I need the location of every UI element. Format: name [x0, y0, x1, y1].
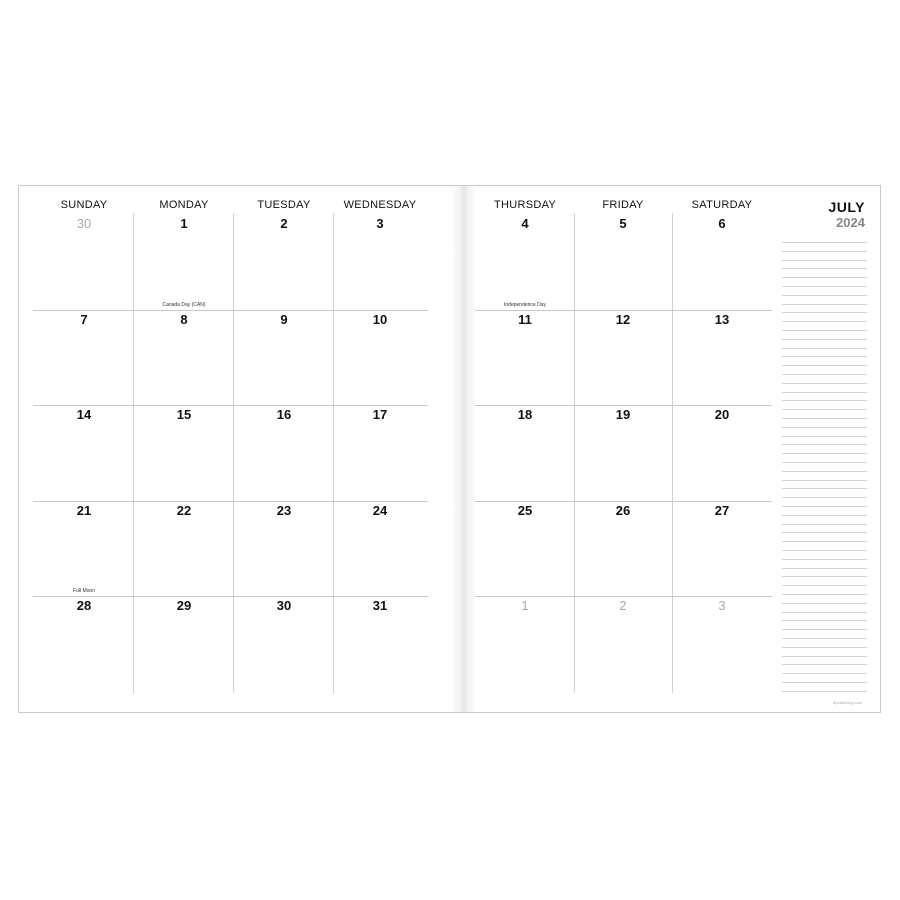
note-line: [782, 356, 867, 357]
note-line: [782, 576, 867, 577]
note-line: [782, 268, 867, 269]
note-line: [782, 321, 867, 322]
note-line: [782, 532, 867, 533]
week-divider: [475, 501, 772, 502]
note-line: [782, 682, 867, 683]
note-line: [782, 673, 867, 674]
day-cell-number[interactable]: 19: [615, 407, 631, 422]
note-line: [782, 488, 867, 489]
day-cell-number[interactable]: 2: [619, 598, 627, 613]
day-cell-number[interactable]: 29: [176, 598, 192, 613]
year-title: 2024: [836, 215, 865, 230]
day-cell-number[interactable]: 30: [76, 216, 92, 231]
column-divider: [233, 213, 234, 693]
day-cell-number[interactable]: 30: [276, 598, 292, 613]
note-line: [782, 365, 867, 366]
note-line: [782, 638, 867, 639]
weekday-wednesday: WEDNESDAY: [343, 199, 417, 211]
day-cell-number[interactable]: 26: [615, 503, 631, 518]
day-cell-number[interactable]: 1: [521, 598, 529, 613]
calendar-spread: [18, 185, 881, 713]
note-line: [782, 330, 867, 331]
note-line: [782, 462, 867, 463]
weekday-sunday: SUNDAY: [60, 199, 108, 211]
note-line: [782, 383, 867, 384]
binding-gutter: [451, 186, 477, 712]
day-cell-number[interactable]: 10: [372, 312, 388, 327]
note-line: [782, 471, 867, 472]
day-cell-number[interactable]: 20: [714, 407, 730, 422]
note-line: [782, 594, 867, 595]
day-cell-number[interactable]: 9: [280, 312, 288, 327]
day-cell-number[interactable]: 24: [372, 503, 388, 518]
event-label-full-moon: Full Moon: [73, 588, 95, 594]
day-cell-number[interactable]: 3: [718, 598, 726, 613]
weekday-saturday: SATURDAY: [691, 199, 753, 211]
day-cell-number[interactable]: 14: [76, 407, 92, 422]
weekday-thursday: THURSDAY: [493, 199, 557, 211]
note-line: [782, 497, 867, 498]
note-line: [782, 550, 867, 551]
note-line: [782, 603, 867, 604]
day-cell-number[interactable]: 17: [372, 407, 388, 422]
week-divider: [33, 501, 428, 502]
note-line: [782, 260, 867, 261]
day-cell-number[interactable]: 11: [518, 312, 532, 327]
note-line: [782, 585, 867, 586]
note-line: [782, 647, 867, 648]
weekday-tuesday: TUESDAY: [257, 199, 311, 211]
note-line: [782, 559, 867, 560]
note-line: [782, 444, 867, 445]
column-divider: [333, 213, 334, 693]
event-label-independence-day: Independence Day: [504, 302, 546, 308]
day-cell-number[interactable]: 16: [276, 407, 292, 422]
day-cell-number[interactable]: 15: [176, 407, 192, 422]
note-line: [782, 427, 867, 428]
note-line: [782, 286, 867, 287]
day-cell-number[interactable]: 8: [180, 312, 188, 327]
day-cell-number[interactable]: 25: [517, 503, 533, 518]
column-divider: [133, 213, 134, 693]
day-cell-number[interactable]: 7: [80, 312, 88, 327]
day-cell-number[interactable]: 12: [615, 312, 631, 327]
week-divider: [33, 310, 428, 311]
note-line: [782, 409, 867, 410]
event-label-canada-day: Canada Day (CAN): [162, 302, 206, 308]
note-line: [782, 541, 867, 542]
note-line: [782, 568, 867, 569]
note-line: [782, 506, 867, 507]
day-cell-number[interactable]: 5: [619, 216, 627, 231]
column-divider: [672, 213, 673, 693]
note-line: [782, 304, 867, 305]
day-cell-number[interactable]: 3: [376, 216, 384, 231]
day-cell-number[interactable]: 31: [372, 598, 388, 613]
week-divider: [475, 405, 772, 406]
note-line: [782, 664, 867, 665]
notes-lines[interactable]: [782, 242, 867, 692]
day-cell-number[interactable]: 18: [517, 407, 533, 422]
note-line: [782, 453, 867, 454]
note-line: [782, 400, 867, 401]
note-line: [782, 524, 867, 525]
note-line: [782, 348, 867, 349]
day-cell-number[interactable]: 21: [76, 503, 92, 518]
week-divider: [475, 310, 772, 311]
note-line: [782, 691, 867, 692]
note-line: [782, 418, 867, 419]
column-divider: [574, 213, 575, 693]
note-line: [782, 629, 867, 630]
day-cell-number[interactable]: 28: [76, 598, 92, 613]
note-line: [782, 392, 867, 393]
week-divider: [475, 596, 772, 597]
week-divider: [33, 405, 428, 406]
day-cell-number[interactable]: 6: [718, 216, 726, 231]
day-cell-number[interactable]: 13: [714, 312, 730, 327]
note-line: [782, 242, 867, 243]
note-line: [782, 374, 867, 375]
day-cell-number[interactable]: 1: [180, 216, 188, 231]
day-cell-number[interactable]: 27: [714, 503, 730, 518]
day-cell-number[interactable]: 22: [176, 503, 192, 518]
day-cell-number[interactable]: 2: [280, 216, 288, 231]
week-divider: [33, 596, 428, 597]
day-cell-number[interactable]: 23: [276, 503, 292, 518]
note-line: [782, 620, 867, 621]
day-cell-number[interactable]: 4: [521, 216, 529, 231]
publisher-credit: tfpublishing.com: [833, 700, 862, 705]
note-line: [782, 515, 867, 516]
weekday-friday: FRIDAY: [602, 199, 644, 211]
note-line: [782, 480, 867, 481]
note-line: [782, 312, 867, 313]
note-line: [782, 656, 867, 657]
note-line: [782, 612, 867, 613]
month-title: JULY: [828, 199, 865, 215]
note-line: [782, 436, 867, 437]
weekday-header-row: [19, 199, 880, 215]
note-line: [782, 251, 867, 252]
note-line: [782, 295, 867, 296]
note-line: [782, 277, 867, 278]
weekday-monday: MONDAY: [159, 199, 209, 211]
note-line: [782, 339, 867, 340]
